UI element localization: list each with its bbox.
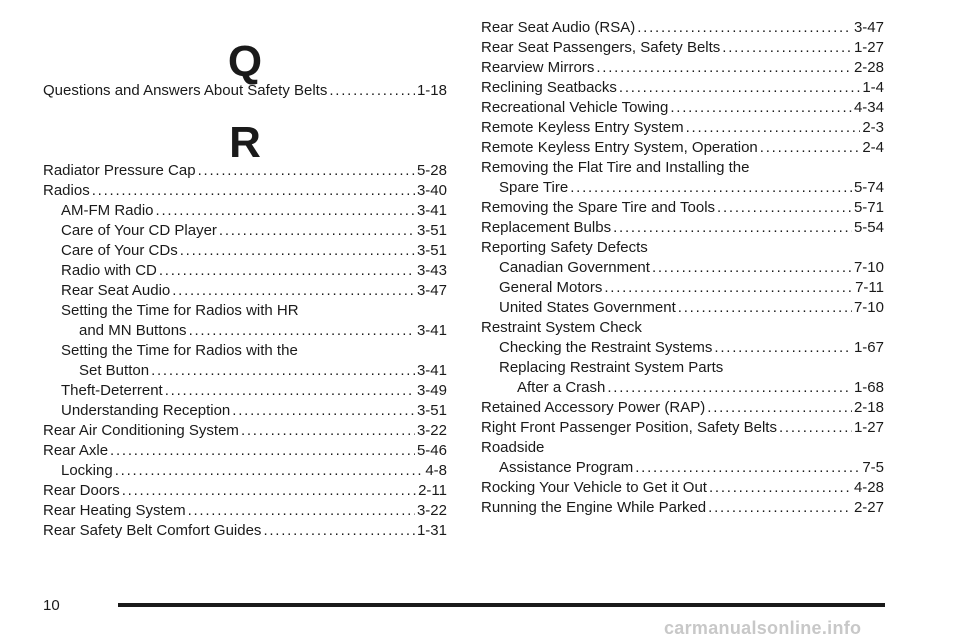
dot-leader <box>263 521 415 541</box>
entry-term: and MN Buttons <box>79 322 187 339</box>
entry-term: Assistance Program <box>499 459 634 476</box>
entry-page: 5-54 <box>853 219 884 236</box>
index-subentry <box>481 378 884 398</box>
entry-page: 3-40 <box>416 182 447 199</box>
dot-leader <box>604 278 853 298</box>
index-entry <box>481 218 884 238</box>
entry-page: 2-27 <box>853 499 884 516</box>
index-entry <box>43 441 447 461</box>
index-subheading: Setting the Time for Radios with HR <box>61 302 299 319</box>
index-subheading: Setting the Time for Radios with the <box>61 342 298 359</box>
section-r-continued-entries <box>481 18 884 518</box>
entry-term: Reclining Seatbacks <box>481 79 617 96</box>
section-q-entries <box>43 81 447 101</box>
dot-leader <box>232 401 415 421</box>
entry-page: 5-28 <box>416 162 447 179</box>
entry-term: Recreational Vehicle Towing <box>481 99 669 116</box>
dot-leader <box>760 138 861 158</box>
entry-page: 2-4 <box>862 139 884 156</box>
index-entry <box>43 181 447 201</box>
entry-term: Questions and Answers About Safety Belts <box>43 82 328 99</box>
dot-leader <box>779 418 852 438</box>
entry-term: Set Button <box>79 362 150 379</box>
index-entry <box>43 501 447 521</box>
entry-page: 1-67 <box>853 339 884 356</box>
index-heading: Restraint System Check <box>481 319 642 336</box>
index-subentry <box>43 281 447 301</box>
dot-leader <box>241 421 415 441</box>
entry-page: 2-28 <box>853 59 884 76</box>
dot-leader <box>165 381 415 401</box>
index-subentry <box>43 201 447 221</box>
entry-term: After a Crash <box>517 379 606 396</box>
entry-page: 2-11 <box>418 482 447 499</box>
entry-term: Replacement Bulbs <box>481 219 612 236</box>
entry-page: 3-41 <box>416 322 447 339</box>
index-subentry <box>481 458 884 478</box>
dot-leader <box>189 321 415 341</box>
entry-term: Rear Seat Audio (RSA) <box>481 19 636 36</box>
index-entry <box>481 78 884 98</box>
index-subentry <box>43 461 447 481</box>
entry-term: Radios <box>43 182 90 199</box>
section-r-entries <box>43 161 447 541</box>
dot-leader <box>92 181 415 201</box>
dot-leader <box>198 161 415 181</box>
entry-term: Spare Tire <box>499 179 569 196</box>
entry-page: 1-31 <box>416 522 447 539</box>
index-entry <box>481 118 884 138</box>
entry-page: 3-22 <box>416 422 447 439</box>
dot-leader <box>115 461 424 481</box>
entry-term: Rear Seat Passengers, Safety Belts <box>481 39 721 56</box>
entry-page: 3-41 <box>416 202 447 219</box>
entry-term: Running the Engine While Parked <box>481 499 707 516</box>
section-letter-q: Q <box>227 37 263 86</box>
entry-term: Removing the Spare Tire and Tools <box>481 199 716 216</box>
page-number: 10 <box>43 597 60 614</box>
entry-page: 3-43 <box>416 262 447 279</box>
entry-term: Rearview Mirrors <box>481 59 595 76</box>
dot-leader <box>151 361 415 381</box>
entry-term: Rear Air Conditioning System <box>43 422 239 439</box>
entry-page: 5-74 <box>853 179 884 196</box>
entry-term: United States Government <box>499 299 676 316</box>
entry-page: 1-27 <box>853 419 884 436</box>
entry-term: Rear Safety Belt Comfort Guides <box>43 522 262 539</box>
index-subentry <box>481 178 884 198</box>
index-entry <box>481 18 884 38</box>
dot-leader <box>570 178 852 198</box>
dot-leader <box>714 338 852 358</box>
entry-page: 4-8 <box>425 462 447 479</box>
entry-page: 3-22 <box>416 502 447 519</box>
entry-page: 7-10 <box>853 259 884 276</box>
entry-page: 7-10 <box>853 299 884 316</box>
index-entry <box>481 58 884 78</box>
entry-page: 1-27 <box>853 39 884 56</box>
dot-leader <box>707 398 852 418</box>
dot-leader <box>670 98 852 118</box>
index-entry <box>481 138 884 158</box>
dot-leader <box>613 218 852 238</box>
entry-term: Rocking Your Vehicle to Get it Out <box>481 479 707 496</box>
entry-page: 5-71 <box>853 199 884 216</box>
entry-page: 1-4 <box>862 79 884 96</box>
entry-term: Rear Heating System <box>43 502 186 519</box>
entry-page: 3-47 <box>416 282 447 299</box>
dot-leader <box>678 298 852 318</box>
index-entry <box>481 98 884 118</box>
entry-term: Rear Axle <box>43 442 109 459</box>
dot-leader <box>708 498 852 518</box>
dot-leader <box>596 58 852 78</box>
entry-term: Rear Seat Audio <box>61 282 171 299</box>
entry-page: 3-47 <box>853 19 884 36</box>
footer-rule <box>118 603 885 607</box>
dot-leader <box>709 478 852 498</box>
dot-leader <box>329 81 415 101</box>
dot-leader <box>607 378 852 398</box>
index-subentry <box>43 401 447 421</box>
section-letter-r: R <box>229 118 261 167</box>
index-subentry <box>43 321 447 341</box>
dot-leader <box>619 78 860 98</box>
entry-page: 4-28 <box>853 479 884 496</box>
entry-page: 7-11 <box>855 279 884 296</box>
entry-page: 4-34 <box>853 99 884 116</box>
entry-page: 3-51 <box>416 402 447 419</box>
dot-leader <box>717 198 852 218</box>
dot-leader <box>172 281 415 301</box>
index-subentry <box>43 361 447 381</box>
index-entry <box>43 521 447 541</box>
entry-page: 3-49 <box>416 382 447 399</box>
entry-term: Rear Doors <box>43 482 120 499</box>
index-entry <box>481 478 884 498</box>
entry-term: Checking the Restraint Systems <box>499 339 713 356</box>
dot-leader <box>110 441 415 461</box>
index-entry <box>481 498 884 518</box>
entry-term: Understanding Reception <box>61 402 231 419</box>
entry-term: Remote Keyless Entry System, Operation <box>481 139 758 156</box>
entry-term: General Motors <box>499 279 603 296</box>
index-subheading: Replacing Restraint System Parts <box>499 359 724 376</box>
entry-page: 1-18 <box>416 82 447 99</box>
index-heading: Roadside <box>481 439 545 456</box>
index-subentry <box>481 258 884 278</box>
watermark: carmanualsonline.info <box>664 618 862 638</box>
dot-leader <box>637 18 852 38</box>
index-subentry <box>43 221 447 241</box>
index-entry <box>43 481 447 501</box>
entry-term: Radio with CD <box>61 262 157 279</box>
entry-term: Canadian Government <box>499 259 650 276</box>
index-subentry <box>43 261 447 281</box>
index-entry <box>481 38 884 58</box>
dot-leader <box>180 241 415 261</box>
index-heading: Removing the Flat Tire and Installing the <box>481 159 750 176</box>
index-entry <box>481 418 884 438</box>
index-entry <box>43 421 447 441</box>
entry-page: 3-41 <box>416 362 447 379</box>
index-subentry <box>481 338 884 358</box>
dot-leader <box>219 221 415 241</box>
entry-page: 1-68 <box>853 379 884 396</box>
dot-leader <box>122 481 416 501</box>
entry-page: 3-51 <box>416 222 447 239</box>
entry-page: 2-18 <box>853 399 884 416</box>
entry-term: Care of Your CD Player <box>61 222 217 239</box>
entry-page: 2-3 <box>862 119 884 136</box>
index-entry <box>43 161 447 181</box>
index-subentry <box>481 278 884 298</box>
entry-page: 3-51 <box>416 242 447 259</box>
dot-leader <box>156 201 415 221</box>
index-entry <box>43 81 447 101</box>
dot-leader <box>188 501 415 521</box>
entry-term: Radiator Pressure Cap <box>43 162 196 179</box>
index-heading: Reporting Safety Defects <box>481 239 648 256</box>
entry-term: Locking <box>61 462 113 479</box>
entry-term: Theft-Deterrent <box>61 382 163 399</box>
dot-leader <box>635 458 860 478</box>
dot-leader <box>652 258 852 278</box>
entry-term: Retained Accessory Power (RAP) <box>481 399 706 416</box>
entry-term: AM-FM Radio <box>61 202 154 219</box>
entry-page: 7-5 <box>862 459 884 476</box>
entry-page: 5-46 <box>416 442 447 459</box>
dot-leader <box>686 118 861 138</box>
index-subentry <box>481 298 884 318</box>
entry-term: Care of Your CDs <box>61 242 178 259</box>
index-entry <box>481 198 884 218</box>
index-entry <box>481 398 884 418</box>
entry-term: Remote Keyless Entry System <box>481 119 684 136</box>
index-subentry <box>43 381 447 401</box>
dot-leader <box>722 38 852 58</box>
entry-term: Right Front Passenger Position, Safety Belts <box>481 419 777 436</box>
dot-leader <box>159 261 415 281</box>
index-subentry <box>43 241 447 261</box>
